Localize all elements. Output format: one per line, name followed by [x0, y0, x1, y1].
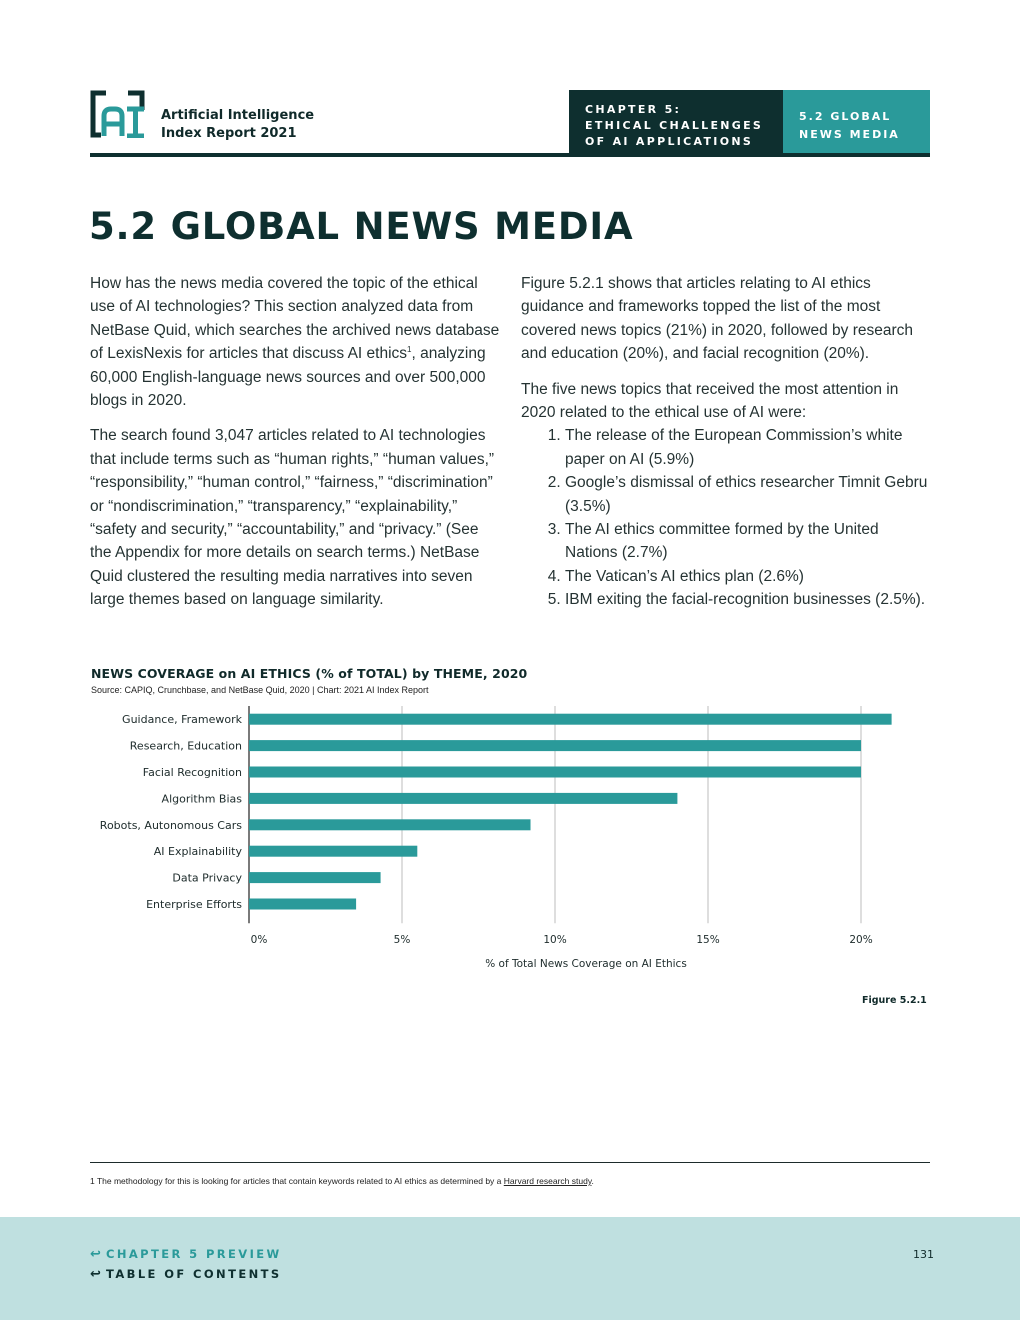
report-name-line1: Artificial Intelligence [161, 108, 315, 123]
list-item: 2. Google’s dismissal of ethics researcher Timnit Gebru (3.5%) [565, 471, 933, 518]
chart-source: Source: CAPIQ, Crunchbase, and NetBase Quid, 2020 | Chart: 2021 AI Index Report [91, 685, 429, 695]
category-label: AI Explainability [153, 845, 242, 859]
x-tick-label: 10% [543, 934, 567, 947]
list-item: 1. The release of the European Commission’s white paper on AI (5.9%) [565, 424, 933, 471]
footnote: 1 The methodology for this is looking for articles that contain keywords related to AI ethics as determined by a Harvard research study. [90, 1176, 594, 1186]
bar [249, 846, 417, 857]
news-coverage-bar-chart [0, 700, 1020, 980]
bar [249, 899, 356, 910]
list-item: 4. The Vatican’s AI ethics plan (2.6%) [565, 565, 933, 588]
chapter-line: CHAPTER 5: [585, 103, 682, 116]
return-arrow-icon: ↩ [90, 1247, 101, 1262]
chapter-header-link[interactable] [569, 90, 783, 153]
header-divider [90, 153, 930, 157]
chapter-line: OF AI APPLICATIONS [585, 135, 754, 148]
x-tick-label: 5% [393, 934, 411, 947]
topics-intro-paragraph: The five news topics that received the most attention in 2020 related to the ethical use of AI were: [521, 380, 899, 422]
page-number: 131 [913, 1248, 934, 1261]
table-of-contents-link[interactable]: ↩ TABLE OF CONTENTS [90, 1267, 282, 1282]
category-label: Research, Education [129, 739, 242, 753]
x-tick-label: 0% [250, 934, 268, 947]
x-axis-title: % of Total News Coverage on AI Ethics [485, 958, 687, 971]
bar [249, 872, 381, 883]
report-name [161, 107, 314, 143]
chapter-preview-link[interactable]: ↩ CHAPTER 5 PREVIEW [90, 1247, 282, 1262]
ai-index-logo [90, 90, 145, 138]
bar [249, 793, 677, 804]
section-header-link[interactable] [783, 90, 930, 153]
figure-summary-paragraph: Figure 5.2.1 shows that articles relating to AI ethics guidance and frameworks topped the list of the most covered news topics (21%) in 2020, followed by research and education (20%), and facial recognition (20%). [521, 275, 914, 363]
list-item: 5. IBM exiting the facial-recognition businesses (2.5%). [565, 588, 933, 611]
x-tick-label: 20% [849, 934, 873, 947]
category-label: Data Privacy [172, 871, 242, 885]
return-arrow-icon: ↩ [90, 1267, 101, 1282]
page-footer [0, 1217, 1020, 1320]
left-column [90, 272, 502, 624]
bar [249, 767, 861, 778]
page-title: 5.2 GLOBAL NEWS MEDIA [89, 205, 634, 248]
search-paragraph: The search found 3,047 articles related to AI technologies that include terms such as “human rights,” “human values,” “responsibility,” “human control,” “fairness,” “discrimination” or “nondiscrimination,” “transparency,” “explainability,” “safety and security,” “accountability,” and “privacy.” (See the Appendix for more details on search terms.) NetBase Quid clustered the resulting media narratives into seven large themes based on language similarity. [90, 427, 495, 609]
bar [249, 740, 861, 751]
list-item: 3. The AI ethics committee formed by the United Nations (2.7%) [565, 518, 933, 565]
category-label: Enterprise Efforts [146, 898, 242, 911]
footnote-divider [90, 1162, 930, 1163]
x-tick-label: 15% [696, 934, 720, 947]
harvard-study-link[interactable]: Harvard research study [503, 1176, 592, 1186]
report-name-line2: Index Report 2021 [161, 126, 297, 141]
chapter-line: ETHICAL CHALLENGES [585, 119, 764, 132]
category-label: Facial Recognition [142, 766, 242, 779]
category-label: Algorithm Bias [161, 792, 242, 806]
chart-title: NEWS COVERAGE on AI ETHICS (% of TOTAL) by THEME, 2020 [91, 666, 528, 681]
section-line: 5.2 GLOBAL [799, 110, 892, 123]
category-label: Robots, Autonomous Cars [99, 818, 242, 832]
right-column [521, 272, 933, 612]
intro-paragraph: How has the news media covered the topic of the ethical use of AI technologies? This section analyzed data from NetBase Quid, which searches the archived news database of LexisNexis for articles that discuss AI ethics$^1$, analyzing 60,000 English-language news sources and over 500,000 blogs in 2020. [90, 275, 500, 410]
footnote-marker[interactable]: 1 [407, 345, 412, 355]
section-line: NEWS MEDIA [799, 128, 900, 141]
category-label: Guidance, Framework [122, 713, 242, 727]
bar [249, 714, 892, 725]
figure-label: Figure 5.2.1 [862, 995, 927, 1006]
topics-list [521, 424, 933, 611]
bar [249, 819, 531, 830]
